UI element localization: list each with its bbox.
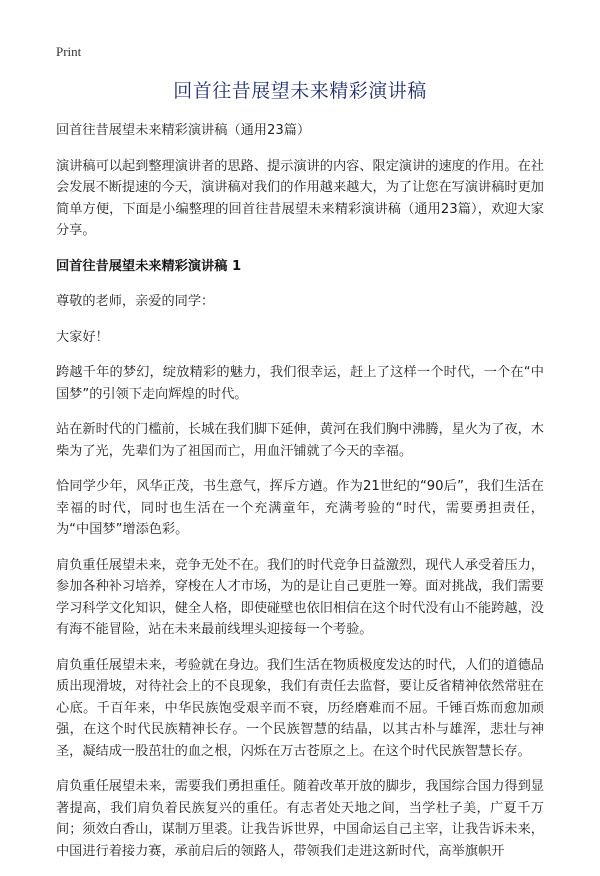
document-body [56, 120, 544, 876]
body-paragraph: 肩负重任展望未来，竞争无处不在。我们的时代竞争日益激烈，现代人承受着压力，参加各种补习培养，穿梭在人才市场，为的是让自己更胜一筹。面对挑战，我们需要学习科学文化知识，健全人格，即使碰壁也依旧相信在这个时代没有山不能跨越，没有海不能冒险，站在未来最前线埋头迎接每一个考验。 [56, 557, 544, 637]
body-paragraph: 站在新时代的门槛前，长城在我们脚下延伸，黄河在我们胸中沸腾，星火为了夜，木柴为了光，先辈们为了祖国而亡，用血汗铺就了今天的幸福。 [56, 422, 544, 459]
section-heading: 回首往昔展望未来精彩演讲稿 1 [56, 258, 242, 274]
body-paragraph: 回首往昔展望未来精彩演讲稿（通用23篇） [56, 123, 311, 138]
body-paragraph: 演讲稿可以起到整理演讲者的思路、提示演讲的内容、限定演讲的速度的作用。在社会发展不断提速的今天，演讲稿对我们的作用越来越大，为了让您在写演讲稿时更加简单方便，下面是小编整理的回首往昔展望未来精彩演讲稿（通用23篇），欢迎大家分享。 [56, 158, 544, 238]
body-paragraph: 肩负重任展望未来，考验就在身边。我们生活在物质极度发达的时代，人们的道德品质出现滑坡，对待社会上的不良现象，我们有责任去监督，要让反省精神依然常驻在心底。千百年来，中华民族饱受艰辛而不衰，历经磨难而不屈。千锤百炼而愈加顽强，在这个时代民族精神长存。一个民族智慧的结晶，以其古朴与雄浑，悲壮与神圣，凝结成一股茁壮的血之根，闪烁在万古苍原之上。在这个时代民族智慧长存。 [56, 657, 544, 759]
body-paragraph: 大家好！ [56, 329, 109, 345]
body-paragraph: 尊敬的老师，亲爱的同学： [56, 294, 215, 309]
page-title: 回首往昔展望未来精彩演讲稿 [173, 80, 427, 102]
body-paragraph: 肩负重任展望未来，需要我们勇担重任。随着改革开放的脚步，我国综合国力得到显著提高，我们肩负着民族复兴的重任。有志者处天地之间，当学杜子美，广夏千万间；须效白香山，谋制万里裘。让我告诉世界，中国命运自己主宰，让我告诉未来，中国进行着接力赛，承前启后的领路人，带领我们走进这新时代，高举旗帜开 [56, 779, 544, 859]
body-paragraph: 恰同学少年，风华正茂，书生意气，挥斥方遒。作为21世纪的“90后”，我们生活在幸福的时代，同时也生活在一个充满童年，充满考验的“时代，需要勇担责任，为“中国梦”增添色彩。 [56, 479, 544, 537]
print-link[interactable]: Print [56, 44, 82, 59]
body-paragraph: 跨越千年的梦幻，绽放精彩的魅力，我们很幸运，赶上了这样一个时代，一个在“中国梦”的引领下走向辉煌的时代。 [56, 365, 544, 402]
